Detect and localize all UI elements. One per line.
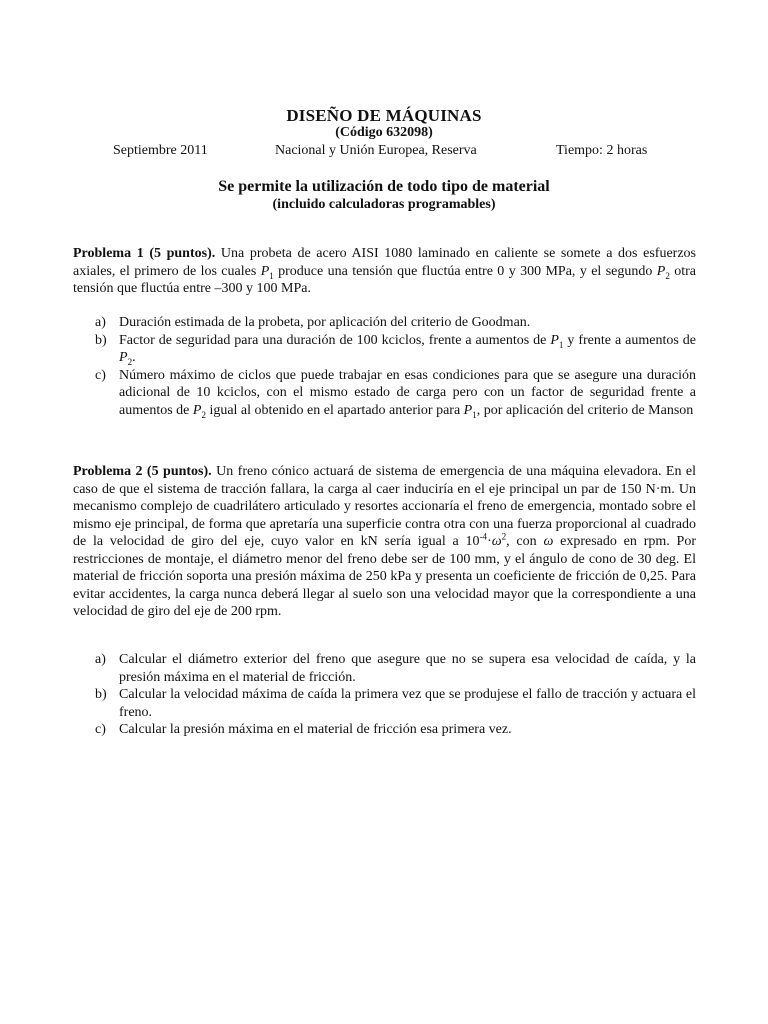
item-label: c) — [95, 722, 106, 737]
list-item: c) Número máximo de ciclos que puede trabajar en esas condiciones para que se asegure una duración adicional de 10 kciclos, con el mismo estado de carga pero con un factor de seguridad frente a aumentos de $P_2$ igual al obtenido en el apartado anterior para $P_1$, por aplicación del criterio de Manson — [95, 367, 696, 420]
problem-1-statement: Problema 1 (5 puntos). Una probeta de acero AISI 1080 laminado en caliente se somete a dos esfuerzos axiales, el primero de los cuales $P_1$ produce una tensión que fluctúa entre 0 y 300 MPa, y el segundo $P_2$ otra tensión que fluctúa entre –300 y 100 MPa. — [73, 246, 697, 296]
exam-type: Nacional y Unión Europea, Reserva — [275, 143, 477, 158]
item-label: c) — [95, 367, 106, 383]
problem-2-statement: Problema 2 (5 puntos). Un freno cónico actuará de sistema de emergencia de una máquina elevadora. En el caso de que el sistema de tracción fallara, la carga al caer induciría en el eje principal un par de 150 N·m. Un mecanismo complejo de cuadrilátero articulado y resortes accionaría el freno de emergencia, montado sobre el mismo eje principal, de forma que apretaría una superficie contra otra con una fuerza proporcional al cuadrado de la velocidad de giro del eje, cuyo valor en kN sería igual a $10^{-4}\cdot\omega^2$, con ω expresado en rpm. Por restricciones de montaje, el diámetro menor del freno debe ser de 100 mm, y el ángulo de cono de 30 deg. El material de fricción soporta una presión máxima de 250 kPa y presenta un coeficiente de fricción de 0,25. Para evitar accidentes, la carga nunca deberá llegar al suelo son una velocidad mayor que la correspondiente a una velocidad de giro del eje de 200 rpm. — [73, 464, 697, 619]
problem-1-questions — [95, 314, 696, 419]
item-label: b) — [95, 332, 107, 348]
materials-notice: Se permite la utilización de todo tipo de material — [218, 178, 550, 195]
problem-1-heading: Problema 1 (5 puntos). — [73, 246, 216, 261]
course-code: (Código 632098) — [335, 125, 433, 140]
list-item: a) Calcular el diámetro exterior del freno que asegure que no se supera esa velocidad de caída, y la presión máxima en el material de fricción. — [95, 652, 696, 685]
list-item: a) Duración estimada de la probeta, por aplicación del criterio de Goodman. — [95, 315, 531, 330]
list-item: b) Factor de seguridad para una duración de 100 kciclos, frente a aumentos de $P_1$ y frente a aumentos de $P_2$. — [95, 332, 696, 367]
page-title: DISEÑO DE MÁQUINAS — [286, 106, 482, 125]
item-label: a) — [95, 652, 106, 667]
exam-time: Tiempo: 2 horas — [556, 143, 648, 158]
materials-notice-sub: (incluido calculadoras programables) — [272, 197, 496, 212]
item-label: b) — [95, 687, 107, 702]
list-item: b) Calcular la velocidad máxima de caída la primera vez que se produjese el fallo de tracción y actuara el freno. — [95, 687, 696, 720]
list-item: c) Calcular la presión máxima en el material de fricción esa primera vez. — [95, 722, 512, 737]
problem-2-questions — [95, 651, 696, 739]
exam-date: Septiembre 2011 — [113, 143, 208, 158]
item-label: a) — [95, 315, 106, 330]
problem-2-heading: Problema 2 (5 puntos). — [73, 464, 212, 479]
